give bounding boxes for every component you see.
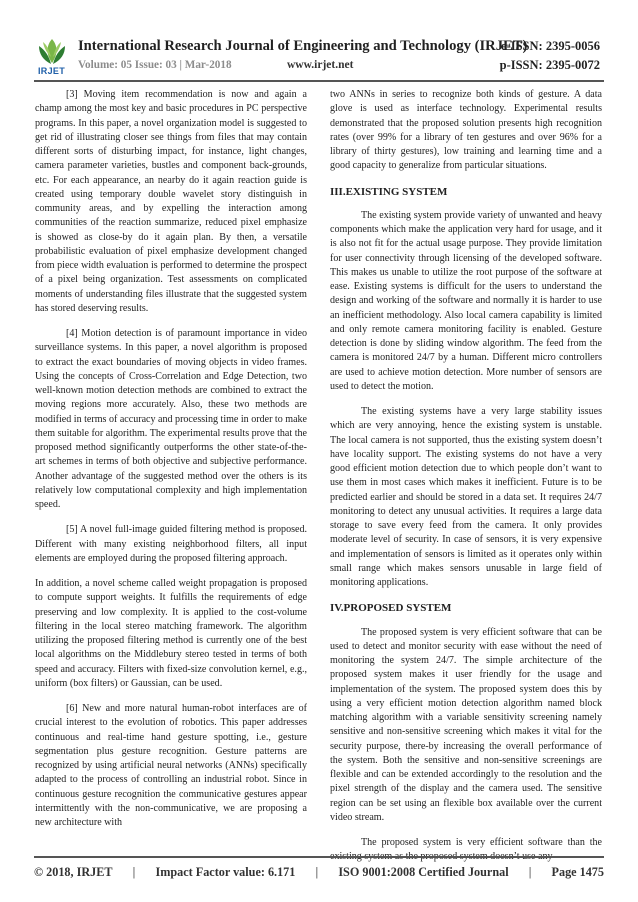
paragraph-existing-1: The existing system provide variety of unwanted and heavy components which make the application very hard for usage, and it is also not fit for the actual usage purpose. They provide limitation for user connectivity through licensing of the developed software. This makes us unable to utilize the root purpose of the software at ease. Existing systems is difficult for the users to understand the design and working of the software and normally it is harder to use an inefficient methodology. Also local camera capability is limited and only remote camera monitoring facility is enabled. Gesture detection is done by sliding window algorithm. The feed from the camera is monitored 24/7 by a human. Different micro controllers are used to achieve motion detection. More number of sensors are used to detect the motion. [330, 209, 602, 392]
p-issn: p-ISSN: 2395-0072 [499, 58, 600, 72]
paragraph-proposed-1: The proposed system is very efficient software that can be used to detect and monitor security with ease without the need of monitoring the system 24/7. The simple architecture of the proposed system makes it user friendly for the usage and implementation of the system. The proposed system does this by using a very efficient motion detection algorithm named block matching algorithm with a variable sensitivity screening namely sensitive and non-sensitive screening which makes it vital for the security purpose, there-by increasing the overall performance of the system. Both the sensitive and non-sensitive screenings are flexible and can be extended accordingly to the resolution and the pixel strength of the display and the camera used. The sensitive region can be set using an flexible box available over the current video stream. [330, 626, 602, 823]
right-column [330, 88, 602, 876]
footer-impact-factor: Impact Factor value: 6.171 [155, 865, 296, 879]
header-divider [34, 80, 604, 82]
paragraph-weight-propagation: In addition, a novel scheme called weight propagation is proposed to compute support weights. It fulfills the requirements of edge preserving and low complexity. It is applied to the cost-volume filtering in the local stereo matching framework. The algorithm utilizing the proposed filtering method is currently one of the best local algorithms on the Middlebury stereo tested in terms of both speed and accuracy. Filters with fixed-size convolution kernel, e.g., uniform (box filters) or Gaussian, can be used. [35, 578, 307, 689]
footer-separator: | [132, 865, 136, 879]
logo-text: IRJET [38, 66, 66, 76]
left-column [35, 88, 307, 841]
paragraph-existing-2: The existing systems have a very large stability issues which are very annoying, hence the existing system is unstable. The local camera is not supported, thus the existing system doesn’t have locality support. The existing systems do not have a very good efficient motion detection due to which people don’t want to use them in most cases which makes it inefficient. Future is to be predicted earlier and should be stored in a data set. It requires 24/7 monitoring to detect any unusual activities. It requires a large data storage to save every feed from the camera. It only provides moderate level of security. In case of sensors, it is very expensive and implementation of sensors is limited as it operates only within small range which makes sensors unusable in large field of monitoring applications. [330, 406, 602, 588]
footer-separator: | [315, 865, 319, 879]
footer-iso: ISO 9001:2008 Certified Journal [338, 865, 509, 879]
journal-title: International Research Journal of Engineering and Technology (IRJET) [78, 38, 528, 54]
footer-divider [34, 856, 604, 858]
paragraph-proposed-2: The proposed system is very efficient software than the [361, 837, 602, 848]
page-footer [34, 865, 604, 880]
section-heading-existing-system: III.EXISTING SYSTEM [330, 185, 448, 198]
footer-page-number: Page 1475 [551, 865, 604, 879]
paragraph-ref-3: [3] Moving item recommendation is now and again a champ among the most key and basic procedures in PC perspective programs. In this paper, a novel organization model is suggested to get rid of illustrating closer see things from files that may contain different sorts of disturbing impact, for instance, light changes, camera parameter varieties, bustles and component back-grounds, etc. For each appearance, an nearby do it again reaction guide is created using temporary double wavelet story distinguish in community areas, and by expelling the interaction among communities of the reaction summarize, reduced pixel emphasize is showed as close-by do it again plan. By then, a versatile probabilistic evaluation of pixel emphasize development changed from piece width evaluation is performed to determine the prospect of a pixel being organization. Test assessments on complicated moments of understanding files illustrate that the suggested system has stored deserving results. [35, 89, 307, 314]
irjet-logo [34, 36, 70, 76]
paragraph-ann-continuation: two ANNs in series to recognize both kinds of gesture. A data glove is used as interface technology. Experimental results demonstrated that the proposed solution presents high recognition rates (over 99% for a library of ten gestures and over 96% for a library of thirty gestures), low training and learning time and a good capacity to generalize from particular situations. [330, 89, 602, 172]
footer-copyright: © 2018, IRJET [34, 865, 113, 879]
volume-issue: Volume: 05 Issue: 03 | Mar-2018 [78, 59, 232, 71]
footer-separator: | [528, 865, 532, 879]
paragraph-ref-4: [4] Motion detection is of paramount importance in video surveillance systems. In this paper, a novel algorithm is proposed to extract the exact boundaries of moving objects in video frames. Using the concepts of Cross-Correlation and Edge Detection, two well-known motion detection methods are combined to extract the moving regions more accurately. Also, these two methods are modified in terms of accuracy and processing time in order to make them suitable for algorithm. The experimental results prove that the proposed method significantly outperforms the other state-of-the-art schemes in terms of both objective and subjective performance. Another advantage of the suggested method over the others is its relatively low computational complexity and high implementation speed. [35, 328, 308, 510]
paragraph-ref-6: [6] New and more natural human-robot interfaces are of crucial interest to the evolution of robotics. This paper addresses continuous and real-time hand gesture spotting, i.e., gesture segmentation plus gesture recognition. Gesture patterns are recognized by using artificial neural networks (ANNs) specifically adapted to the process of controlling an industrial robot. Since in continuous gesture recognition the communicative gestures appear intermittently with the non-communicative, we are proposing a new architecture with [35, 703, 307, 828]
e-issn: e-ISSN: 2395-0056 [501, 39, 600, 53]
section-heading-proposed-system: IV.PROPOSED SYSTEM [330, 602, 452, 615]
journal-website-link[interactable]: www.irjet.net [287, 59, 354, 71]
paragraph-ref-5: [5] A novel full-image guided filtering method is proposed. Different with many existing neighborhood filters, all input elements are employed during the proposed filtering approach. [35, 524, 307, 564]
